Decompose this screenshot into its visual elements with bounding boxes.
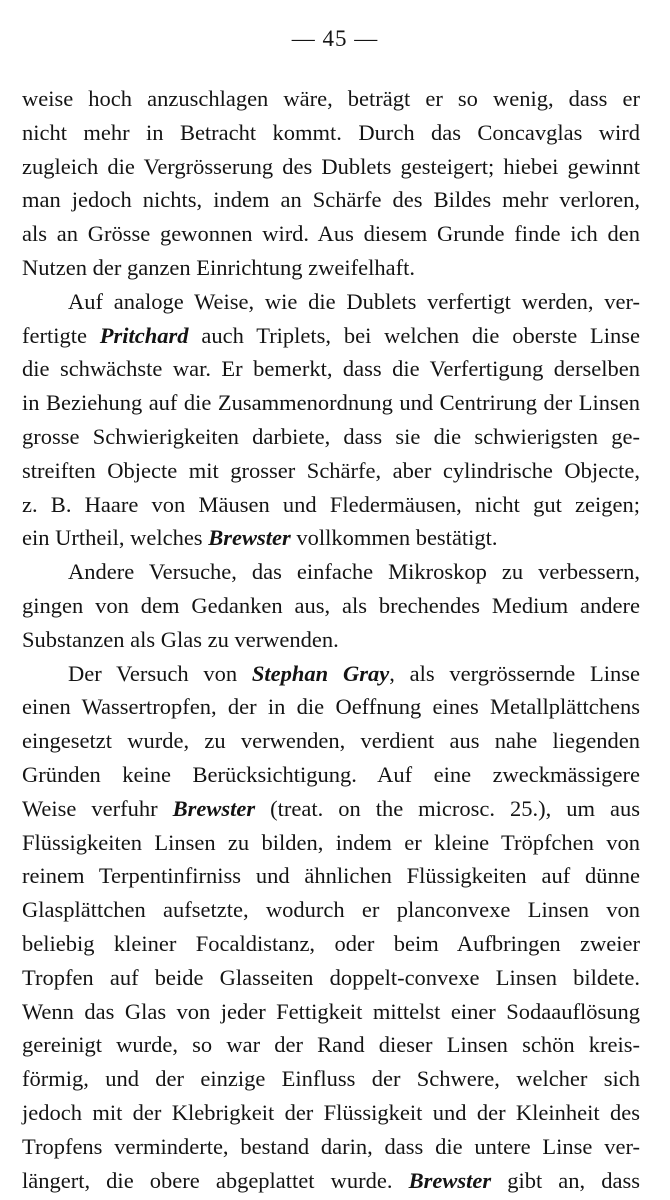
text-segment: einen Wassertropfen, der in die Oeffnung eines Metallplättchens [22, 694, 640, 720]
text-segment: streiften Objecte mit grosser Schärfe, aber cylindrische Objecte, [22, 457, 640, 483]
text-line [22, 690, 640, 724]
text-segment: Gründen keine Berücksichtigung. Auf eine zweckmässigere [22, 761, 640, 787]
text-line [22, 251, 640, 285]
text-segment: Glasplättchen aufsetzte, wodurch er planconvexe Linsen von [22, 897, 640, 923]
text-segment: Auf analoge Weise, wie die Dublets verfertigt werden, ver- [68, 288, 640, 314]
text-line [22, 724, 640, 758]
person-name: Brewster [172, 795, 256, 821]
text-segment: grosse Schwierigkeiten darbiete, dass sie die schwierigsten ge- [22, 423, 640, 449]
text-segment: Der Versuch von [68, 660, 252, 686]
page-number: — 45 — [291, 26, 379, 51]
text-segment: nicht mehr in Betracht kommt. Durch das Concavglas wird [22, 119, 640, 145]
text-line [22, 1130, 640, 1164]
text-segment: Tropfen auf beide Glasseiten doppelt-convexe Linsen bildete. [22, 964, 640, 990]
text-line [22, 589, 640, 623]
text-line [22, 927, 640, 961]
text-line [22, 961, 640, 995]
text-line [22, 82, 640, 116]
text-line [22, 285, 640, 319]
text-line [22, 183, 640, 217]
text-line [22, 420, 640, 454]
text-segment: Substanzen als Glas zu verwenden. [22, 626, 339, 652]
text-line [22, 1096, 640, 1130]
text-segment: eingesetzt wurde, zu verwenden, verdient aus nahe liegenden [22, 728, 640, 754]
text-line [22, 792, 640, 826]
text-segment: beliebig kleiner Focaldistanz, oder beim Aufbringen zweier [22, 930, 640, 956]
text-line [22, 623, 640, 657]
text-segment: gereinigt wurde, so war der Rand dieser Linsen schön kreis- [22, 1032, 640, 1058]
person-name: Stephan Gray [251, 660, 390, 686]
text-line [22, 454, 640, 488]
text-segment: zugleich die Vergrösserung des Dublets gesteigert; hiebei gewinnt [22, 153, 640, 179]
text-segment: (treat. on the microsc. 25.), um aus [255, 795, 640, 821]
text-segment: , als vergrössernde Linse [389, 660, 640, 686]
text-segment: fertigte [22, 322, 100, 348]
text-line [22, 150, 640, 184]
text-segment: weise hoch anzuschlagen wäre, beträgt er so wenig, dass er [22, 86, 640, 111]
text-segment: auch Triplets, bei welchen die oberste Linse [188, 322, 641, 348]
text-line [22, 859, 640, 893]
text-segment: Flüssigkeiten Linsen zu bilden, indem er kleine Tröpfchen von [22, 829, 640, 855]
person-name: Brewster [208, 525, 291, 551]
person-name: Brewster [408, 1167, 492, 1193]
text-line [22, 116, 640, 150]
text-segment: gingen von dem Gedanken aus, als brechendes Medium andere [22, 592, 640, 618]
text-line [22, 488, 640, 522]
text-segment: vollkommen bestätigt. [290, 525, 498, 551]
text-line [22, 1164, 640, 1198]
text-segment: man jedoch nichts, indem an Schärfe des Bildes mehr verloren, [22, 187, 640, 213]
text-line [22, 995, 640, 1029]
text-segment: Nutzen der ganzen Einrichtung zweifelhaft. [22, 254, 415, 280]
text-line [22, 521, 640, 555]
text-segment: reinem Terpentinfirniss und ähnlichen Flüssigkeiten auf dünne [22, 863, 640, 889]
text-segment: längert, die obere abgeplattet wurde. [22, 1167, 409, 1193]
text-line [22, 758, 640, 792]
text-line [22, 1028, 640, 1062]
text-segment: die schwächste war. Er bemerkt, dass die Verfertigung derselben [22, 356, 640, 382]
text-segment: Weise verfuhr [22, 795, 173, 821]
text-line [22, 217, 640, 251]
text-segment: Andere Versuche, das einfache Mikroskop zu verbessern, [68, 559, 640, 585]
body-text [22, 82, 640, 1197]
text-segment: jedoch mit der Klebrigkeit der Flüssigkeit und der Kleinheit des [22, 1099, 640, 1125]
text-segment: Wenn das Glas von jeder Fettigkeit mittelst einer Sodaauflösung [22, 998, 640, 1024]
text-line [22, 893, 640, 927]
text-segment: förmig, und der einzige Einfluss der Schwere, welcher sich [22, 1066, 640, 1092]
text-line [22, 319, 640, 353]
text-segment: gibt an, dass [491, 1167, 640, 1193]
text-line [22, 352, 640, 386]
person-name: Pritchard [99, 322, 189, 348]
text-line [22, 657, 640, 691]
text-segment: Tropfens verminderte, bestand darin, dass die untere Linse ver- [22, 1133, 640, 1159]
text-segment: ein Urtheil, welches [22, 525, 209, 551]
text-line [22, 386, 640, 420]
text-line [22, 555, 640, 589]
text-segment: in Beziehung auf die Zusammenordnung und Centrirung der Linsen [22, 390, 640, 416]
text-line [22, 1062, 640, 1096]
text-line [22, 826, 640, 860]
text-segment: z. B. Haare von Mäusen und Fledermäusen, nicht gut zeigen; [22, 491, 640, 517]
text-segment: als an Grösse gewonnen wird. Aus diesem Grunde finde ich den [22, 221, 640, 247]
